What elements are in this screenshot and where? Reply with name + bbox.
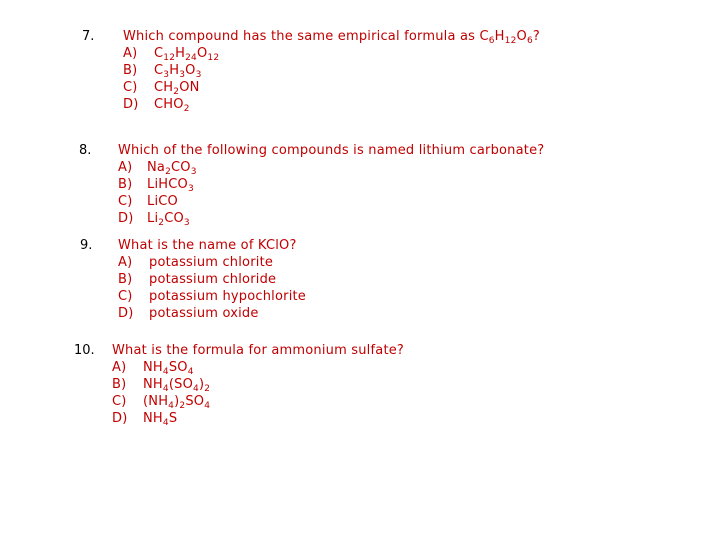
option-text [149, 254, 273, 271]
text-segment: NH [143, 377, 163, 392]
text-segment: H [494, 29, 505, 44]
answer-option [118, 176, 544, 193]
subscript: 2 [183, 104, 190, 114]
option-letter: D) [123, 97, 139, 112]
answer-option [123, 45, 540, 62]
text-segment: (NH [143, 394, 169, 409]
text-segment: O [516, 29, 527, 44]
options-list [123, 45, 540, 113]
text-segment: H [175, 46, 186, 61]
subscript: 12 [207, 53, 220, 63]
option-text [143, 410, 177, 427]
text-segment: S [168, 411, 178, 426]
subscript: 3 [190, 167, 197, 177]
subscript: 6 [526, 36, 533, 46]
answer-option [123, 96, 540, 113]
subscript: 4 [204, 401, 211, 411]
text-segment: ) [198, 377, 205, 392]
answer-option [112, 393, 404, 410]
answer-option [118, 254, 306, 271]
text-segment: potassium chlorite [149, 255, 274, 270]
text-segment: LiCO [147, 194, 178, 209]
answer-option [118, 159, 544, 176]
text-segment: potassium chloride [149, 272, 277, 287]
option-letter: A) [112, 360, 127, 375]
options-list [112, 359, 404, 427]
answer-option [112, 410, 404, 427]
question-block [118, 237, 306, 322]
option-letter: B) [123, 63, 138, 78]
text-segment: ON [179, 80, 200, 95]
option-text [147, 210, 190, 227]
text-segment: Which of the following compounds is named lithium carbonate? [118, 143, 545, 158]
text-segment: CH [154, 80, 174, 95]
answer-option [118, 193, 544, 210]
answer-option [118, 210, 544, 227]
subscript: 24 [185, 53, 197, 63]
option-text [154, 96, 190, 113]
option-letter: B) [118, 272, 133, 287]
answer-option [118, 271, 306, 288]
option-letter: B) [118, 177, 133, 192]
question-number: 10. [74, 343, 95, 358]
subscript: 4 [193, 384, 199, 394]
option-text [143, 393, 210, 410]
option-letter: B) [112, 377, 127, 392]
question-stem [118, 237, 306, 254]
text-segment: CO [164, 211, 184, 226]
subscript: 2 [165, 167, 172, 177]
text-segment: O [185, 63, 196, 78]
question-stem [112, 342, 404, 359]
text-segment: CHO [154, 97, 184, 112]
question-stem [123, 28, 540, 45]
text-segment: potassium oxide [149, 306, 259, 321]
text-segment: Na [147, 160, 166, 175]
text-segment: SO [168, 360, 188, 375]
subscript: 6 [488, 36, 495, 46]
option-letter: A) [123, 46, 138, 61]
option-text [143, 376, 210, 393]
text-segment: SO [185, 394, 205, 409]
subscript: 3 [163, 70, 170, 80]
text-segment: What is the formula for ammonium sulfate? [112, 343, 405, 358]
option-letter: D) [118, 306, 134, 321]
text-segment: LiHCO [147, 177, 188, 192]
option-letter: D) [112, 411, 128, 426]
option-letter: C) [112, 394, 127, 409]
subscript: 3 [183, 218, 190, 228]
option-text [154, 79, 200, 96]
option-letter: C) [118, 194, 133, 209]
text-segment: NH [143, 360, 163, 375]
question-number: 7. [82, 29, 95, 44]
option-text [149, 305, 259, 322]
text-segment: What is the name of KClO? [118, 238, 297, 253]
answer-option [112, 359, 404, 376]
text-segment: CO [171, 160, 191, 175]
question-stem [118, 142, 544, 159]
text-segment: C [154, 46, 164, 61]
option-text [149, 288, 306, 305]
subscript: 4 [187, 367, 194, 377]
options-list [118, 254, 306, 322]
option-letter: A) [118, 160, 133, 175]
text-segment: (SO [168, 377, 193, 392]
text-segment: NH [143, 411, 163, 426]
text-segment: potassium hypochlorite [149, 289, 307, 304]
answer-option [118, 305, 306, 322]
answer-option [112, 376, 404, 393]
answer-option [123, 62, 540, 79]
options-list [118, 159, 544, 227]
question-number: 8. [79, 143, 92, 158]
question-block [118, 142, 544, 227]
option-text [147, 193, 178, 210]
question-block [123, 28, 540, 113]
subscript: 2 [158, 218, 165, 228]
text-segment: O [196, 46, 208, 61]
text-segment: C [154, 63, 164, 78]
subscript: 4 [162, 418, 169, 428]
option-letter: A) [118, 255, 133, 270]
option-letter: C) [123, 80, 138, 95]
subscript: 12 [504, 36, 517, 46]
subscript: 4 [162, 367, 169, 377]
subscript: 4 [168, 401, 175, 411]
question-block [112, 342, 404, 427]
subscript: 3 [187, 184, 194, 194]
option-text [149, 271, 276, 288]
text-segment: Li [147, 211, 159, 226]
option-text [147, 176, 194, 193]
text-segment: H [169, 63, 180, 78]
subscript: 2 [173, 87, 180, 97]
question-number: 9. [80, 238, 93, 253]
answer-option [123, 79, 540, 96]
option-letter: C) [118, 289, 133, 304]
text-segment: ) [174, 394, 180, 409]
subscript: 2 [204, 384, 211, 394]
subscript: 3 [195, 70, 202, 80]
subscript: 12 [163, 53, 176, 63]
option-letter: D) [118, 211, 134, 226]
answer-option [118, 288, 306, 305]
option-text [154, 62, 202, 79]
text-segment: ? [532, 29, 540, 44]
option-text [143, 359, 194, 376]
option-text [147, 159, 197, 176]
subscript: 4 [162, 384, 169, 394]
option-text [154, 45, 219, 62]
subscript: 3 [179, 70, 186, 80]
text-segment: Which compound has the same empirical formula as C [123, 29, 489, 44]
subscript: 2 [179, 401, 186, 411]
